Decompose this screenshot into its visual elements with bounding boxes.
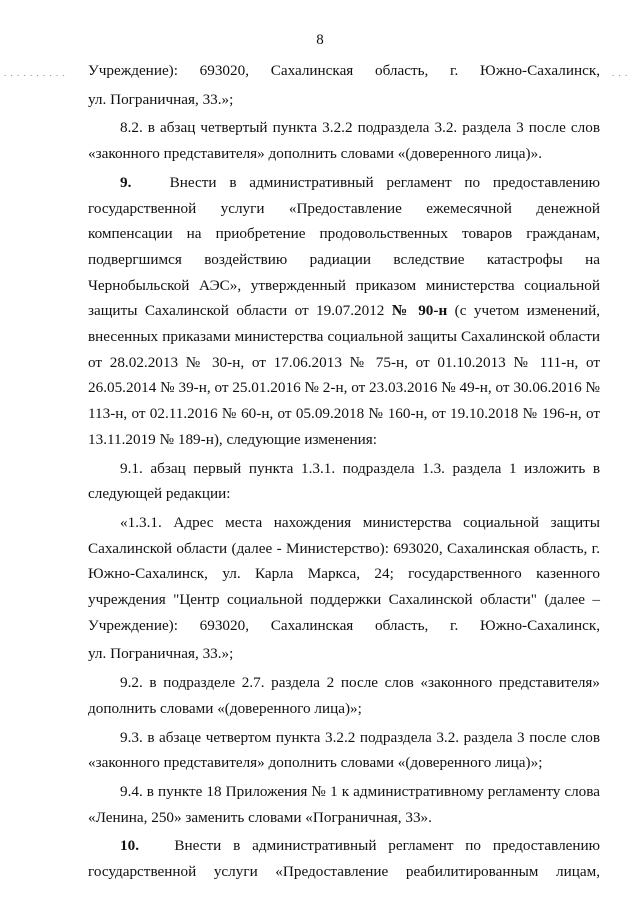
paragraph: ул. Пограничная, 33.»;: [88, 90, 234, 108]
paragraph-text: Внести в административный регламент по предоставлению государственной услуги «Предоставление реабилитированным лицам,: [88, 837, 600, 881]
paragraph-9: [88, 170, 600, 453]
paragraph-8-2: 8.2. в абзац четвертый пункта 3.2.2 подраздела 3.2. раздела 3 после слов «законного представителя» дополнить словами «(доверенного лица)».: [88, 119, 600, 163]
paragraph-quote: «1.3.1. Адрес места нахождения министерства социальной защиты Сахалинской области (далее - Министерство): 693020, Сахалинская область, г. Южно-Сахалинск, ул. Карла Маркса, 24; государственного казенного учреждения "Центр социальной поддержки Сахалинской области" (далее – Учреждение): 693020, Сахалинская область, г. Южно-Сахалинск,: [88, 513, 600, 634]
paragraph-10: [88, 833, 600, 884]
document-body: [88, 58, 600, 888]
scan-artifact: . . . . . . . . . .: [4, 68, 66, 78]
paragraph: ул. Пограничная, 33.»;: [88, 645, 234, 663]
paragraph-9-1: 9.1. абзац первый пункта 1.3.1. подраздела 1.3. раздела 1 изложить в следующей редакции:: [88, 459, 600, 503]
scan-artifact: . . .: [612, 68, 629, 78]
paragraph-9-2: 9.2. в подразделе 2.7. раздела 2 после слов «законного представителя» дополнить словами «(доверенного лица)»;: [88, 674, 600, 717]
item-number: 10.: [120, 837, 139, 855]
paragraph-9-4: 9.4. в пункте 18 Приложения № 1 к административному регламенту слова «Ленина, 250» заменить словами «Пограничная, 33».: [88, 782, 600, 826]
item-number: 9.: [120, 173, 132, 191]
page-number: 8: [316, 32, 324, 48]
paragraph-9-3: 9.3. в абзаце четвертом пункта 3.2.2 подраздела 3.2. раздела 3 после слов «законного представителя» дополнить словами «(доверенного лица)»;: [88, 728, 600, 772]
paragraph: Учреждение): 693020, Сахалинская область, г. Южно-Сахалинск,: [88, 62, 600, 79]
paragraph-text: Внести в административный регламент по предоставлению государственной услуги «Предоставление ежемесячной денежной компенсации на приобретение продовольственных товаров гражданам, подвергшимся воздействию радиации вследствие катастрофы на Чернобыльской АЭС», утвержденный приказом министерства социальной защиты Сахалинской области от 19.07.2012: [88, 173, 600, 320]
paragraph-text: (с учетом изменений, внесенных приказами министерства социальной защиты Сахалинской области от 28.02.2013 № 30-н, от 17.06.2013 № 75-н, от 01.10.2013 № 111-н, от 26.05.2014 № 39-н, от 25.01.2016 № 2-н, от 23.03.2016 № 49-н, от 30.06.2016 № 113-н, от 02.11.2016 № 60-н, от 05.09.2018 № 160-н, от 19.10.2018 № 196-н, от 13.11.2019 № 189-н), следующие изменения:: [88, 302, 601, 448]
order-number: № 90-н: [391, 302, 448, 320]
